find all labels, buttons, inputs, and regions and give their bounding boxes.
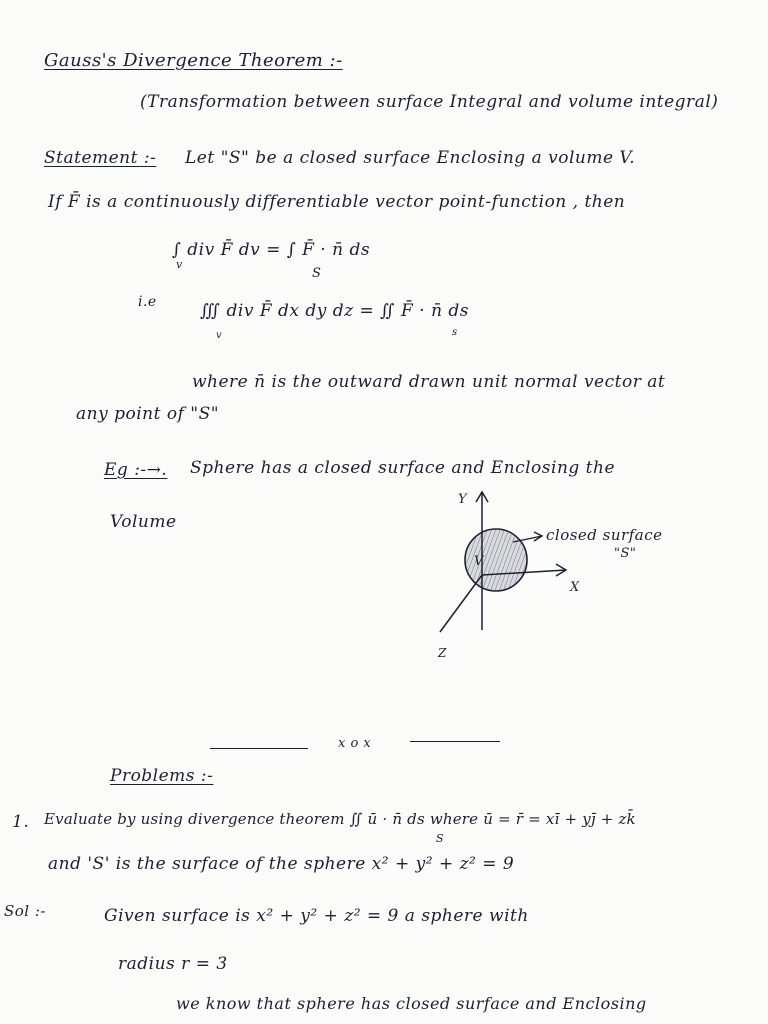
problems-heading: Problems :- [110, 766, 214, 786]
z-axis-label: Z [438, 646, 447, 660]
statement-label: Statement :- [44, 148, 157, 168]
sphere-diagram [420, 480, 720, 670]
page-title: Gauss's Divergence Theorem :- [44, 50, 343, 71]
page-subtitle: (Transformation between surface Integral and volume integral) [140, 92, 719, 112]
separator-rule-left [210, 748, 308, 749]
where-line-1: where n̄ is the outward drawn unit normal vector at [192, 372, 666, 392]
example-label: Eg :-→. [104, 460, 168, 480]
sphere-diagram-svg [420, 480, 720, 670]
statement-line-1: Let "S" be a closed surface Enclosing a volume V. [185, 148, 636, 168]
solution-label: Sol :- [4, 902, 46, 920]
formula-1: ∫ div F̄ dv = ∫ F̄ · n̄ ds [172, 240, 371, 260]
separator-rule-right [410, 741, 500, 742]
formula-2-sub-right: s [452, 327, 458, 338]
problem-1-line-1: Evaluate by using divergence theorem ∬ ū · n̄ ds where ū = r̄ = xī + yj̄ + zk̄ [44, 810, 636, 828]
formula-2-sub-left: v [216, 330, 223, 341]
problem-1-number: 1. [12, 812, 30, 832]
example-line-2: Volume [110, 512, 177, 532]
surface-s-label: "S" [614, 546, 637, 561]
problem-1-line-2: and 'S' is the surface of the sphere x² + y² + z² = 9 [48, 854, 515, 874]
x-axis-label: X [570, 580, 580, 595]
y-axis-label: Y [458, 492, 468, 507]
closed-surface-annotation: closed surface [546, 526, 663, 544]
solution-line-1: Given surface is x² + y² + z² = 9 a sphere with [104, 906, 529, 926]
separator-mark: x o x [338, 736, 372, 751]
z-axis [440, 575, 482, 632]
solution-line-2: radius r = 3 [118, 954, 228, 974]
solution-line-3: we know that sphere has closed surface and Enclosing [176, 994, 647, 1013]
formula-1-sub-right: S [312, 266, 322, 281]
example-line-1: Sphere has a closed surface and Enclosing the [190, 458, 616, 478]
statement-line-2: If F̄ is a continuously differentiable vector point-function , then [48, 192, 626, 212]
volume-label: V [474, 554, 484, 569]
ie-label: i.e [138, 294, 157, 310]
formula-2: ∭ div F̄ dx dy dz = ∬ F̄ · n̄ ds [200, 301, 470, 321]
where-line-2: any point of "S" [76, 404, 220, 424]
formula-1-sub-left: v [176, 258, 183, 271]
problem-1-sub: S [436, 832, 445, 845]
